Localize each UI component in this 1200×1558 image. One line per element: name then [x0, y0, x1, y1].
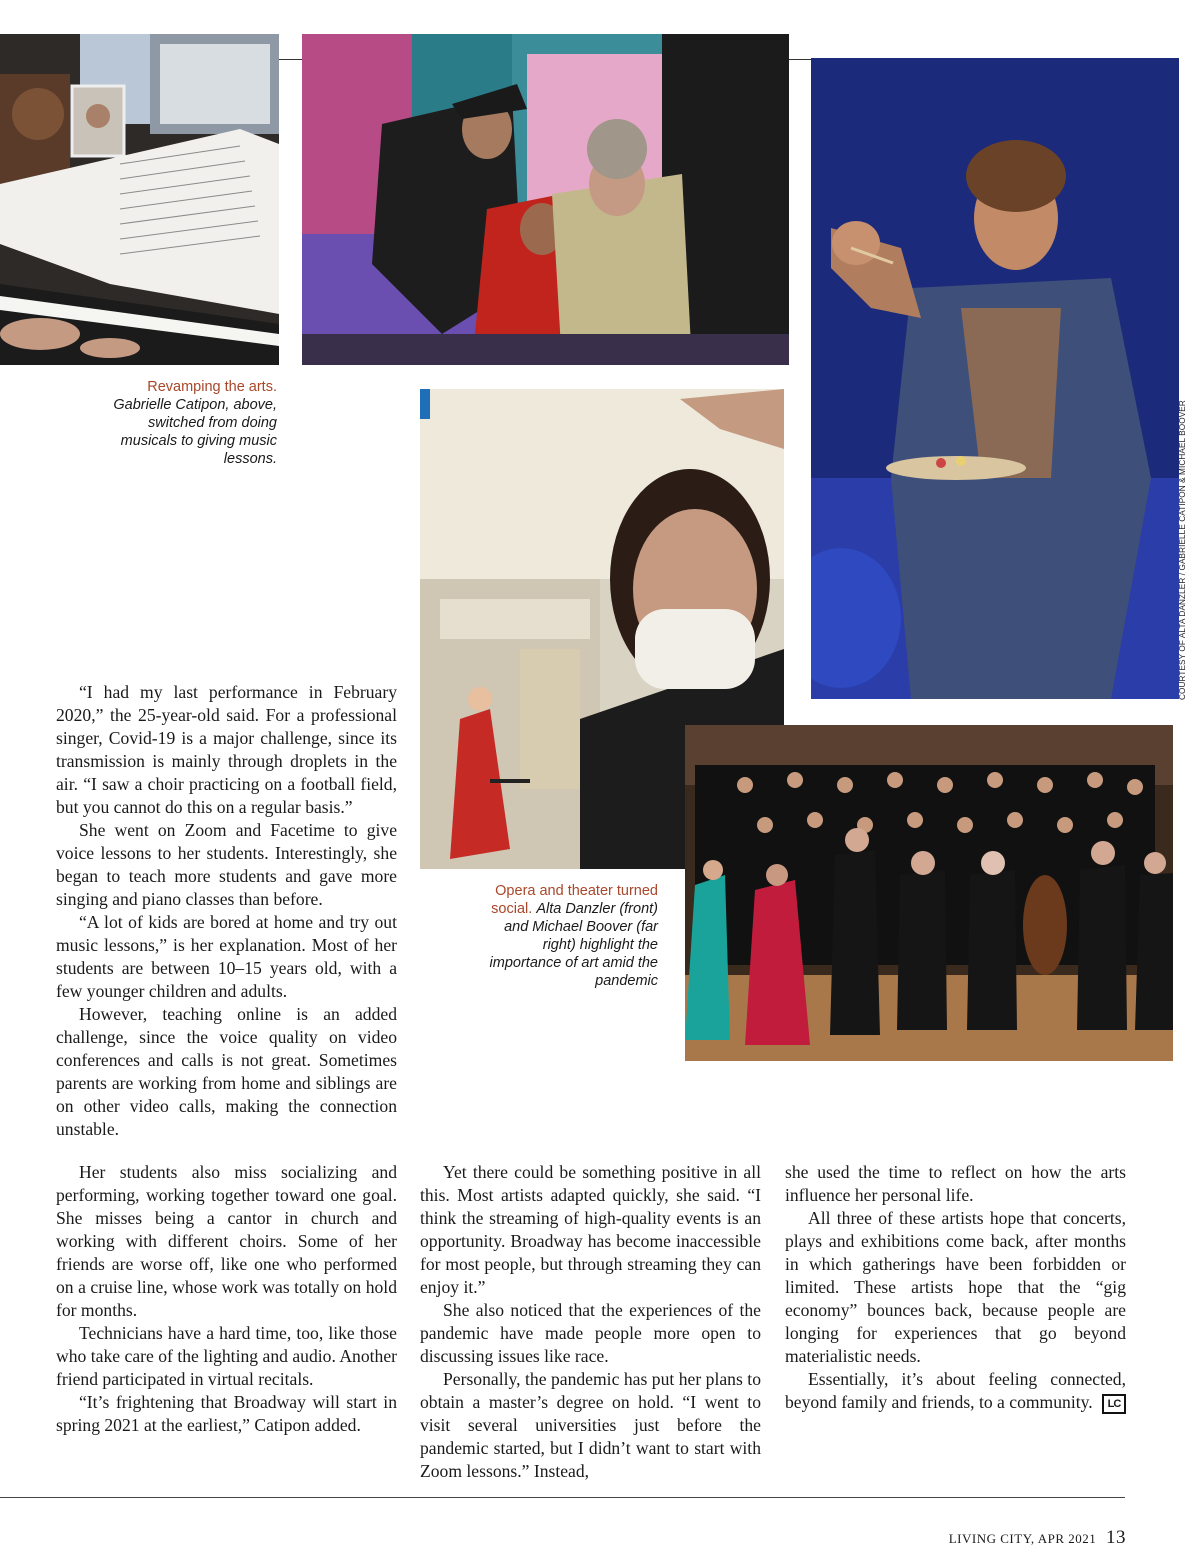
page-footer — [840, 1527, 1126, 1549]
caption-body: Gabrielle Catipon, above, switched from doing musicals to giving music lessons. — [113, 397, 277, 467]
photo-painter-actor — [811, 58, 1179, 699]
paragraph: Personally, the pandemic has put her plans to obtain a master’s degree on hold. “I went to visit several universities just before the pandemic started, but I didn’t want to start with Zoom lessons.” Instead, — [420, 1369, 761, 1481]
photo-piano-lesson — [0, 34, 279, 365]
issue-date: APR 2021 — [1037, 1531, 1097, 1546]
caption-revamping-arts — [92, 378, 277, 468]
photo-credit: COURTESY OF ALTA DANZLER / GABRIELLE CATIPON & MICHAEL BOOVER — [1178, 400, 1187, 700]
column-left-upper — [56, 681, 397, 1141]
photo-connector-line — [279, 59, 303, 60]
paragraph: She also noticed that the experiences of the pandemic have made people more open to discussing issues like race. — [420, 1300, 761, 1366]
publication-name: LIVING CITY, — [948, 1531, 1035, 1546]
paragraph: All three of these artists hope that concerts, plays and exhibitions come back, after months in which gatherings have been forbidden or limited. These artists hope that the “gig economy” bounces back, because people are longing for experiences that go beyond materialistic needs. — [785, 1208, 1126, 1366]
column-middle — [420, 1161, 761, 1483]
paragraph: “I had my last performance in February 2020,” the 25-year-old said. For a professional singer, Covid-19 is a major challenge, since its transmission is mainly through droplets in the air. “I saw a choir practicing on a football field, but you cannot do this on a regular basis.” — [56, 682, 397, 817]
paragraph: Technicians have a hard time, too, like those who take care of the lighting and audio. Another friend participated in virtual recitals. — [56, 1323, 397, 1389]
caption-head: Opera and theater turned social. — [491, 883, 658, 917]
paragraph: Her students also miss socializing and performing, working together toward one goal. She misses being a cantor in church and working with different choirs. Some of her friends are worse off, like one who performed on a cruise line, whose work was totally on hold for months. — [56, 1162, 397, 1320]
photo-orchestra-choir — [685, 725, 1173, 1061]
end-mark-logo: LC — [1102, 1394, 1126, 1414]
column-left-lower — [56, 1161, 397, 1437]
paragraph — [785, 1368, 1126, 1414]
caption-head: Revamping the arts. — [147, 379, 277, 395]
paragraph: She went on Zoom and Facetime to give voice lessons to her students. Interestingly, she began to teach more students and gave more singing and piano classes than before. — [56, 820, 397, 909]
footer-rule — [0, 1497, 1125, 1498]
column-right — [785, 1161, 1126, 1414]
caption-opera-theater — [488, 882, 658, 990]
paragraph: “A lot of kids are bored at home and try out music lessons,” is her explanation. Most of her students are between 10–15 years old, with a few younger children and adults. — [56, 912, 397, 1001]
paragraph: she used the time to reflect on how the arts influence her personal life. — [785, 1162, 1126, 1205]
photo-connector-line — [789, 59, 811, 60]
paragraph-text: Essentially, it’s about feeling connected, beyond family and friends, to a community. — [785, 1369, 1126, 1412]
photo-stage-play — [302, 34, 789, 365]
paragraph: However, teaching online is an added challenge, since the voice quality on video conferences and calls is not great. Sometimes parents are working from home and siblings are on other video calls, making the connection unstable. — [56, 1004, 397, 1139]
page-number: 13 — [1106, 1527, 1126, 1548]
paragraph: “It’s frightening that Broadway will start in spring 2021 at the earliest,” Catipon added. — [56, 1392, 397, 1435]
caption-body: Alta Danzler (front) and Michael Boover (far right) highlight the importance of art amid the pandemic — [489, 901, 658, 989]
paragraph: Yet there could be something positive in all this. Most artists adapted quickly, she said. “I think the streaming of high-quality events is an opportunity. Broadway has become inaccessible for most people, but through streaming they can enjoy it.” — [420, 1162, 761, 1297]
